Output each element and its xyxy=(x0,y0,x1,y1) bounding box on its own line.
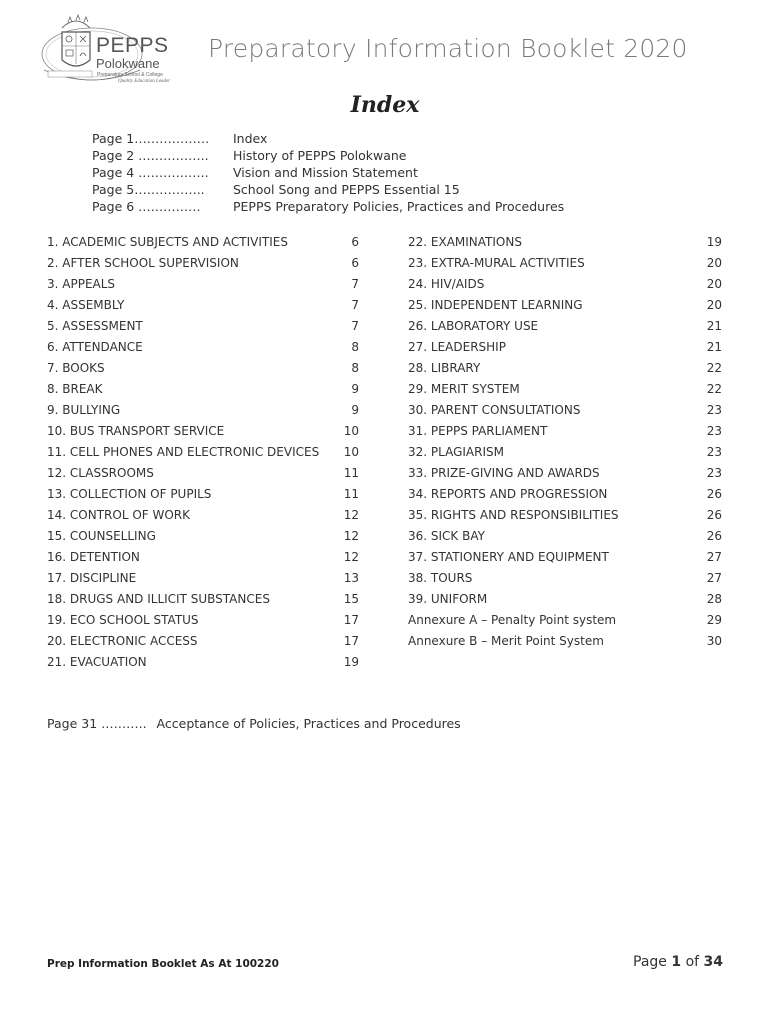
toc-entry-title: 11. CELL PHONES AND ELECTRONIC DEVICES xyxy=(47,445,320,459)
toc-entry-title: 29. MERIT SYSTEM xyxy=(408,382,520,396)
page-reference-description: History of PEPPS Polokwane xyxy=(233,148,407,163)
toc-entry xyxy=(408,526,722,547)
toc-entry-page: 6 xyxy=(351,235,359,249)
toc-entry-title: 5. ASSESSMENT xyxy=(47,319,143,333)
toc-entry-title: 9. BULLYING xyxy=(47,403,121,417)
toc-entry-title: 3. APPEALS xyxy=(47,277,116,291)
toc-entry-page: 9 xyxy=(351,403,359,417)
school-logo xyxy=(40,14,190,84)
toc-entry-page: 23 xyxy=(706,403,722,417)
logo-motto: Quality Education Leader xyxy=(118,79,171,84)
booklet-title: Preparatory Information Booklet 2020 xyxy=(208,34,688,63)
toc-entry-page: 20 xyxy=(706,256,722,270)
toc-entry-title: 10. BUS TRANSPORT SERVICE xyxy=(47,424,225,438)
toc-entry xyxy=(408,547,722,568)
page-reference-description: Vision and Mission Statement xyxy=(233,165,418,180)
toc-entry-page: 30 xyxy=(706,634,722,648)
toc-entry-page: 11 xyxy=(343,487,359,501)
toc-entry xyxy=(47,652,359,673)
page-reference-number: Page 1……………… xyxy=(92,131,210,146)
toc-entry-page: 26 xyxy=(706,529,722,543)
toc-entry-title: 27. LEADERSHIP xyxy=(408,340,506,354)
page-reference-row xyxy=(92,198,592,215)
toc-entry-page: 26 xyxy=(706,508,722,522)
toc-entry xyxy=(408,379,722,400)
page-reference-row xyxy=(92,130,592,147)
toc-entry-page: 11 xyxy=(343,466,359,480)
toc-entry xyxy=(47,316,359,337)
footer-of-word: of xyxy=(685,954,700,970)
toc-entry-page: 23 xyxy=(706,466,722,480)
toc-entry-title: 14. CONTROL OF WORK xyxy=(47,508,190,522)
toc-entry xyxy=(408,463,722,484)
toc-entry-page: 10 xyxy=(343,445,359,459)
acceptance-page-ref: Page 31 ……….. xyxy=(47,716,147,731)
page-reference-row xyxy=(92,181,592,198)
page-reference-row xyxy=(92,147,592,164)
toc-entry xyxy=(408,274,722,295)
toc-entry xyxy=(47,232,359,253)
toc-entry-page: 8 xyxy=(351,361,359,375)
toc-entry xyxy=(408,337,722,358)
toc-entry xyxy=(408,358,722,379)
toc-entry-page: 7 xyxy=(351,298,359,312)
toc-entry-page: 12 xyxy=(343,550,359,564)
logo-subtitle: Preparatory School & College xyxy=(97,72,163,78)
toc-entry-page: 17 xyxy=(343,613,359,627)
toc-entry-title: 4. ASSEMBLY xyxy=(47,298,125,312)
toc-entry-page: 27 xyxy=(706,550,722,564)
toc-entry-title: 20. ELECTRONIC ACCESS xyxy=(47,634,198,648)
toc-entry xyxy=(408,610,722,631)
toc-entry xyxy=(408,631,722,652)
toc-entry-page: 12 xyxy=(343,508,359,522)
page-reference-number: Page 6 …………… xyxy=(92,199,201,214)
toc-entry xyxy=(47,400,359,421)
toc-entry-title: 22. EXAMINATIONS xyxy=(408,235,522,249)
toc-entry xyxy=(47,295,359,316)
toc-entry xyxy=(408,442,722,463)
toc-entry-title: 1. ACADEMIC SUBJECTS AND ACTIVITIES xyxy=(47,235,288,249)
toc-entry-title: 17. DISCIPLINE xyxy=(47,571,137,585)
toc-entry-title: 2. AFTER SCHOOL SUPERVISION xyxy=(47,256,239,270)
toc-entry-title: 18. DRUGS AND ILLICIT SUBSTANCES xyxy=(47,592,270,606)
logo-location: Polokwane xyxy=(96,56,160,71)
toc-entry-title: 32. PLAGIARISM xyxy=(408,445,504,459)
toc-entry xyxy=(47,421,359,442)
page-reference-row xyxy=(92,164,592,181)
toc-entry xyxy=(47,568,359,589)
toc-entry-page: 15 xyxy=(343,592,359,606)
toc-column-right xyxy=(408,232,722,652)
toc-entry xyxy=(47,358,359,379)
toc-entry-title: 16. DETENTION xyxy=(47,550,140,564)
toc-entry-title: Annexure B – Merit Point System xyxy=(408,634,604,648)
toc-entry-page: 13 xyxy=(343,571,359,585)
toc-entry-page: 20 xyxy=(706,298,722,312)
page-reference-description: PEPPS Preparatory Policies, Practices and Procedures xyxy=(233,199,565,214)
toc-entry xyxy=(408,484,722,505)
toc-entry xyxy=(408,400,722,421)
toc-entry-title: 26. LABORATORY USE xyxy=(408,319,539,333)
logo-name: PEPPS xyxy=(96,34,169,57)
toc-entry xyxy=(47,505,359,526)
page-reference-number: Page 5…………….. xyxy=(92,182,205,197)
toc-entry xyxy=(47,526,359,547)
toc-entry-title: 21. EVACUATION xyxy=(47,655,147,669)
toc-entry-title: 19. ECO SCHOOL STATUS xyxy=(47,613,199,627)
toc-entry-title: 24. HIV/AIDS xyxy=(408,277,485,291)
toc-entry-title: 31. PEPPS PARLIAMENT xyxy=(408,424,548,438)
acceptance-line xyxy=(47,716,461,731)
page-reference-description: Index xyxy=(233,131,268,146)
toc-entry xyxy=(408,568,722,589)
toc-entry xyxy=(408,253,722,274)
toc-entry xyxy=(47,442,359,463)
footer-total-pages: 34 xyxy=(703,954,723,970)
footer-page-word: Page xyxy=(633,954,667,970)
toc-entry-page: 19 xyxy=(343,655,359,669)
toc-entry-page: 26 xyxy=(706,487,722,501)
toc-entry xyxy=(47,379,359,400)
toc-entry xyxy=(47,589,359,610)
toc-entry-page: 23 xyxy=(706,445,722,459)
toc-entry-title: 23. EXTRA-MURAL ACTIVITIES xyxy=(408,256,585,270)
toc-entry-page: 7 xyxy=(351,319,359,333)
page-reference-number: Page 4 …………….. xyxy=(92,165,209,180)
toc-entry-page: 27 xyxy=(706,571,722,585)
toc-entry-page: 17 xyxy=(343,634,359,648)
toc-entry-page: 6 xyxy=(351,256,359,270)
toc-entry-page: 9 xyxy=(351,382,359,396)
toc-entry xyxy=(47,274,359,295)
toc-entry xyxy=(47,253,359,274)
toc-entry-page: 21 xyxy=(706,319,722,333)
toc-entry-title: 15. COUNSELLING xyxy=(47,529,156,543)
toc-entry-page: 7 xyxy=(351,277,359,291)
footer-page-number xyxy=(633,954,723,970)
toc-entry-title: 7. BOOKS xyxy=(47,361,105,375)
toc-entry xyxy=(408,232,722,253)
toc-column-left xyxy=(47,232,359,673)
toc-entry xyxy=(47,337,359,358)
toc-entry-title: 34. REPORTS AND PROGRESSION xyxy=(408,487,608,501)
index-heading: Index xyxy=(350,92,420,118)
toc-entry-title: 13. COLLECTION OF PUPILS xyxy=(47,487,212,501)
toc-entry-page: 22 xyxy=(706,361,722,375)
toc-entry xyxy=(47,610,359,631)
page-reference-list xyxy=(92,130,592,215)
toc-entry-title: 8. BREAK xyxy=(47,382,103,396)
toc-entry-title: 30. PARENT CONSULTATIONS xyxy=(408,403,581,417)
toc-entry xyxy=(47,463,359,484)
toc-entry-page: 29 xyxy=(706,613,722,627)
toc-entry-title: 6. ATTENDANCE xyxy=(47,340,143,354)
toc-entry xyxy=(408,505,722,526)
toc-entry-title: 25. INDEPENDENT LEARNING xyxy=(408,298,583,312)
toc-entry-page: 21 xyxy=(706,340,722,354)
toc-entry xyxy=(408,589,722,610)
toc-entry-title: Annexure A – Penalty Point system xyxy=(408,613,617,627)
toc-entry-page: 12 xyxy=(343,529,359,543)
page-reference-description: School Song and PEPPS Essential 15 xyxy=(233,182,460,197)
footer-document-label: Prep Information Booklet As At 100220 xyxy=(47,958,279,970)
toc-entry-page: 20 xyxy=(706,277,722,291)
toc-entry-title: 33. PRIZE-GIVING AND AWARDS xyxy=(408,466,600,480)
acceptance-description: Acceptance of Policies, Practices and Procedures xyxy=(156,716,461,731)
toc-entry xyxy=(47,547,359,568)
toc-entry-page: 22 xyxy=(706,382,722,396)
toc-entry xyxy=(47,484,359,505)
toc-entry xyxy=(47,631,359,652)
toc-entry-page: 28 xyxy=(706,592,722,606)
toc-entry-title: 12. CLASSROOMS xyxy=(47,466,154,480)
footer-current-page: 1 xyxy=(671,954,682,970)
toc-entry-title: 36. SICK BAY xyxy=(408,529,485,543)
toc-entry-title: 37. STATIONERY AND EQUIPMENT xyxy=(408,550,609,564)
toc-entry xyxy=(408,421,722,442)
toc-entry-title: 38. TOURS xyxy=(408,571,473,585)
toc-entry-title: 35. RIGHTS AND RESPONSIBILITIES xyxy=(408,508,619,522)
toc-entry-title: 28. LIBRARY xyxy=(408,361,481,375)
toc-entry-page: 23 xyxy=(706,424,722,438)
toc-entry-title: 39. UNIFORM xyxy=(408,592,488,606)
toc-entry-page: 10 xyxy=(343,424,359,438)
toc-entry-page: 19 xyxy=(706,235,722,249)
toc-entry xyxy=(408,316,722,337)
page-reference-number: Page 2 …………….. xyxy=(92,148,209,163)
toc-entry xyxy=(408,295,722,316)
toc-entry-page: 8 xyxy=(351,340,359,354)
